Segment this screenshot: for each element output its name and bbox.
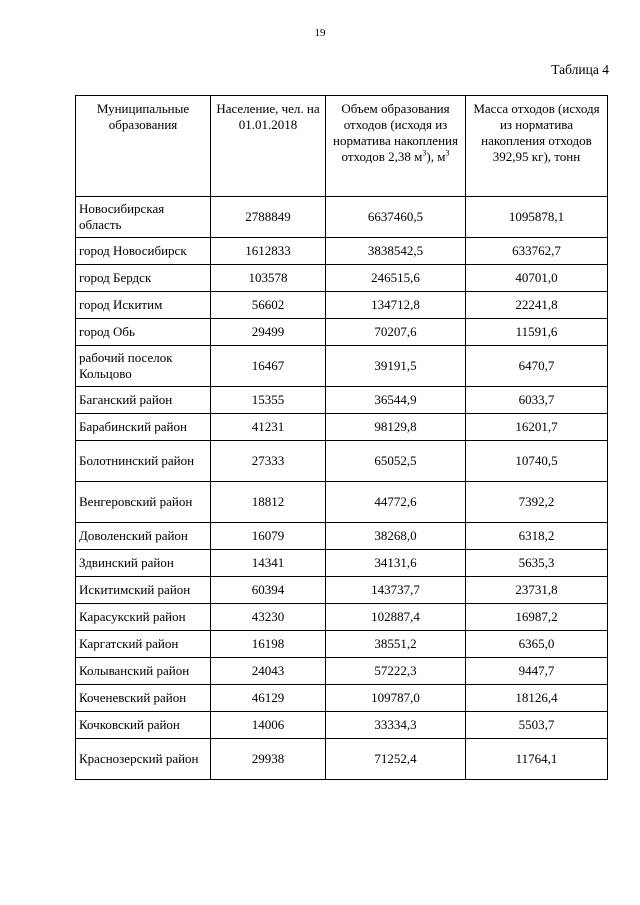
waste-table <box>75 95 608 780</box>
cell-mass: 5635,3 <box>466 550 608 577</box>
cell-volume: 33334,3 <box>326 712 466 739</box>
page-number: 19 <box>314 27 326 39</box>
cell-volume: 57222,3 <box>326 658 466 685</box>
cell-volume: 3838542,5 <box>326 238 466 265</box>
cell-population: 41231 <box>211 414 326 441</box>
cell-municipality: город Обь <box>76 319 211 346</box>
cell-municipality: город Бердск <box>76 265 211 292</box>
header-mass: Масса отходов (исходя из норматива накопления отходов 392,95 кг), тонн <box>466 96 608 197</box>
table-row <box>76 265 608 292</box>
cell-volume: 98129,8 <box>326 414 466 441</box>
cell-municipality: Искитимский район <box>76 577 211 604</box>
cell-population: 103578 <box>211 265 326 292</box>
cell-population: 15355 <box>211 387 326 414</box>
table-row <box>76 550 608 577</box>
table-row <box>76 197 608 238</box>
cell-population: 43230 <box>211 604 326 631</box>
table-row <box>76 238 608 265</box>
cell-municipality: Краснозерский район <box>76 739 211 780</box>
cell-volume: 143737,7 <box>326 577 466 604</box>
table-row <box>76 319 608 346</box>
cell-volume: 71252,4 <box>326 739 466 780</box>
cell-population: 16079 <box>211 523 326 550</box>
table-body <box>76 197 608 780</box>
cell-population: 46129 <box>211 685 326 712</box>
cell-mass: 11764,1 <box>466 739 608 780</box>
cell-population: 29938 <box>211 739 326 780</box>
cell-municipality: Коченевский район <box>76 685 211 712</box>
cell-volume: 134712,8 <box>326 292 466 319</box>
header-volume-text: Объем образования отходов (исходя из норматива накопления отходов 2,38 м <box>333 101 458 164</box>
table-row <box>76 482 608 523</box>
table-row <box>76 441 608 482</box>
cell-municipality: Болотнинский район <box>76 441 211 482</box>
cell-population: 56602 <box>211 292 326 319</box>
cell-volume: 65052,5 <box>326 441 466 482</box>
table-row <box>76 685 608 712</box>
cell-mass: 11591,6 <box>466 319 608 346</box>
cell-population: 24043 <box>211 658 326 685</box>
cell-mass: 22241,8 <box>466 292 608 319</box>
cell-municipality: Барабинский район <box>76 414 211 441</box>
cell-volume: 6637460,5 <box>326 197 466 238</box>
table-row <box>76 712 608 739</box>
cell-mass: 6365,0 <box>466 631 608 658</box>
cell-mass: 40701,0 <box>466 265 608 292</box>
cell-volume: 38268,0 <box>326 523 466 550</box>
cell-municipality: Каргатский район <box>76 631 211 658</box>
cell-mass: 18126,4 <box>466 685 608 712</box>
cell-population: 2788849 <box>211 197 326 238</box>
header-volume-tail: ), м <box>426 149 446 164</box>
cell-population: 1612833 <box>211 238 326 265</box>
cell-mass: 633762,7 <box>466 238 608 265</box>
cell-mass: 16987,2 <box>466 604 608 631</box>
header-municipality: Муниципальные образования <box>76 96 211 197</box>
table-row <box>76 387 608 414</box>
header-volume-sup: 3 <box>422 148 427 158</box>
table-row <box>76 658 608 685</box>
cell-municipality: Карасукский район <box>76 604 211 631</box>
cell-volume: 34131,6 <box>326 550 466 577</box>
cell-volume: 38551,2 <box>326 631 466 658</box>
cell-municipality: Кочковский район <box>76 712 211 739</box>
cell-volume: 44772,6 <box>326 482 466 523</box>
cell-mass: 5503,7 <box>466 712 608 739</box>
cell-municipality: Новосибирская область <box>76 197 211 238</box>
table-row <box>76 346 608 387</box>
cell-population: 18812 <box>211 482 326 523</box>
table-row <box>76 604 608 631</box>
cell-mass: 9447,7 <box>466 658 608 685</box>
cell-mass: 6470,7 <box>466 346 608 387</box>
cell-mass: 16201,7 <box>466 414 608 441</box>
table-row <box>76 414 608 441</box>
table-caption: Таблица 4 <box>551 62 609 77</box>
cell-mass: 7392,2 <box>466 482 608 523</box>
cell-volume: 36544,9 <box>326 387 466 414</box>
cell-volume: 39191,5 <box>326 346 466 387</box>
cell-municipality: Здвинский район <box>76 550 211 577</box>
cell-municipality: город Новосибирск <box>76 238 211 265</box>
cell-mass: 6318,2 <box>466 523 608 550</box>
cell-population: 14341 <box>211 550 326 577</box>
table-row <box>76 631 608 658</box>
cell-population: 27333 <box>211 441 326 482</box>
cell-mass: 1095878,1 <box>466 197 608 238</box>
cell-mass: 10740,5 <box>466 441 608 482</box>
cell-municipality: город Искитим <box>76 292 211 319</box>
table-row <box>76 577 608 604</box>
cell-population: 16467 <box>211 346 326 387</box>
cell-volume: 109787,0 <box>326 685 466 712</box>
header-population: Население, чел. на 01.01.2018 <box>211 96 326 197</box>
cell-volume: 246515,6 <box>326 265 466 292</box>
cell-population: 29499 <box>211 319 326 346</box>
cell-municipality: рабочий поселок Кольцово <box>76 346 211 387</box>
cell-volume: 102887,4 <box>326 604 466 631</box>
table-row <box>76 523 608 550</box>
cell-population: 16198 <box>211 631 326 658</box>
cell-volume: 70207,6 <box>326 319 466 346</box>
header-volume <box>326 96 466 197</box>
cell-mass: 23731,8 <box>466 577 608 604</box>
cell-mass: 6033,7 <box>466 387 608 414</box>
header-volume-unit-sup: 3 <box>445 148 450 158</box>
table-row <box>76 292 608 319</box>
cell-municipality: Колыванский район <box>76 658 211 685</box>
cell-population: 60394 <box>211 577 326 604</box>
cell-municipality: Доволенский район <box>76 523 211 550</box>
table-header-row <box>76 96 608 197</box>
cell-municipality: Венгеровский район <box>76 482 211 523</box>
cell-population: 14006 <box>211 712 326 739</box>
cell-municipality: Баганский район <box>76 387 211 414</box>
table-row <box>76 739 608 780</box>
